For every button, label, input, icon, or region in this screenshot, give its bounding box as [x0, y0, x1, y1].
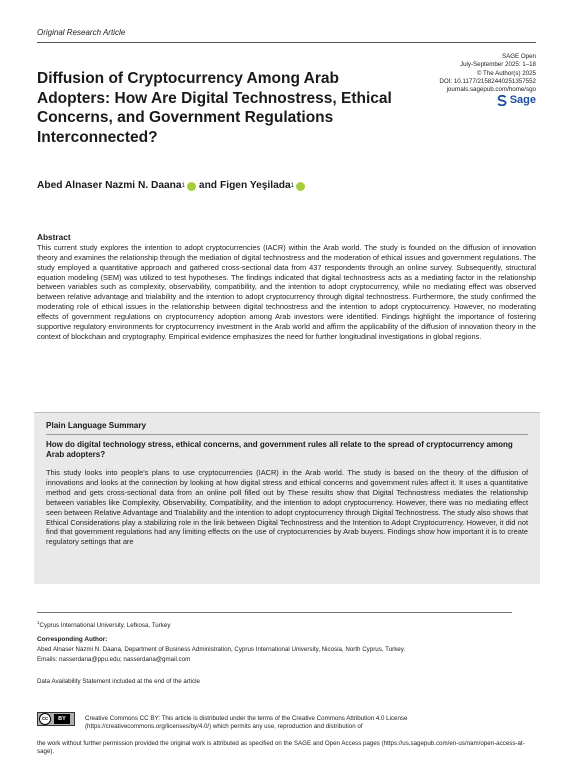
data-availability-note: Data Availability Statement included at the end of the article [37, 678, 200, 685]
summary-question: How do digital technology stress, ethical concerns, and government rules all relate to the spread of cryptocurrency among Arab adopters? [46, 440, 513, 459]
summary-body: This study looks into people's plans to use cryptocurrencies (IACR) in the Arab world. The study is based on the theory of the diffusion of innovations and looks at the connection by looking at how digital stress and ethical concerns and government rules affect it. It uses a quantitative method and gets cross-sectional data from an online poll filled out by These results show that Digital Technostress mediates the relationship between variables like Complexity, Observability, Compatibility, and the intention to adopt cryptocurrency. However, there was no mediating effect seen between Relative Advantage and Trialability and the intention to adopt cryptocurrency through Digital Technostress. The study also shows that Ethical Considerations play a stabilizing role in the link between Digital Technostress and the Intention to Adopt Cryptocurrency. However, it did not find that government regulations had any limiting effects on the use of cryptocurrencies by Arab buyers. Findings show how important it is to create regulatory settings that are [46, 468, 528, 547]
author-name[interactable]: Abed Alnaser Nazmi N. Daana [37, 180, 182, 191]
summary-divider [46, 434, 528, 435]
sage-logo [497, 94, 536, 106]
affiliation-marker: 1 [181, 182, 185, 189]
affiliation-text: Cyprus International University, Lefkosa, Turkey [39, 622, 171, 630]
journal-name: SAGE Open [501, 53, 536, 60]
article-title: Diffusion of Cryptocurrency Among Arab Adopters: How Are Digital Technostress, Ethical Concerns, and Government Regulations Interconnected? [37, 70, 392, 146]
license-text-continued: the work without further permission provided the original work is attributed as specified on the SAGE and Open Access pages (https://us.sagepub.com/en-us/nam/open-access-at-sage). [37, 740, 525, 756]
cc-icon: cc [39, 713, 51, 725]
journal-url[interactable]: journals.sagepub.com/home/sgo [446, 86, 536, 94]
abstract-heading: Abstract [37, 232, 71, 242]
affiliation-note [37, 620, 170, 629]
summary-heading: Plain Language Summary [46, 421, 147, 430]
journal-issue: July-September 2025: 1–18 [459, 61, 536, 69]
plain-language-summary [34, 412, 540, 584]
cc-by-license-icon[interactable] [37, 712, 75, 726]
abstract-body: This current study explores the intention to adopt cryptocurrencies (IACR) within the Arab world. The study is founded on the diffusion of innovation theory and examines the relationship through the mediation of digital technostress and the moderation of ethical issues and government regulations. The study employed a quantitative approach and gathered cross-sectional data from 437 respondents through an online survey. Subsequently, structural equation modeling (SEM) was utilized to test hypotheses. The findings indicated that digital technostress acts as a mediating factor in the relationship between variables such as complexity, observability, compatibility, and the intention to adopt cryptocurrency, while no mediating effect was observed between relative advantage and trialability and the intention to adopt cryptocurrency through digital technostress. Furthermore, the study confirmed the moderating role of ethical issues in the relationship between digital technostress and the intention to adopt cryptocurrency. However, no moderating effects of government regulations on cryptocurrency adoption among Arab investors were identified. Findings highlight the importance of fostering supportive regulatory environments for cryptocurrency investment in the Arab world and affirm the applicability of the diffusion of innovation theory in the context of blockchain and cryptography. Empirical evidence emphasizes the need for further longitudinal investigations in global regions. [37, 243, 536, 341]
corresponding-address: Abed Alnaser Nazmi N. Daana, Department of Business Administration, Cyprus International University, Nicosia, North Cyprus, Turkey. [37, 646, 406, 653]
author-name[interactable]: Figen Yeşilada [220, 180, 291, 191]
corresponding-heading: Corresponding Author: [37, 636, 108, 643]
affiliation-marker: 1 [37, 620, 40, 625]
orcid-icon[interactable] [187, 182, 196, 191]
author-line [37, 180, 308, 191]
corresponding-emails[interactable]: Emails: nasserdana@ppu.edu; nasserdana@gmail.com [37, 656, 191, 663]
orcid-icon[interactable] [296, 182, 305, 191]
journal-meta [396, 53, 536, 94]
sage-s-icon [497, 95, 507, 106]
copyright-line: © The Author(s) 2025 [476, 69, 536, 77]
by-icon: BY [54, 714, 70, 724]
header-divider [37, 42, 536, 43]
doi-line[interactable]: DOI: 10.1177/21582440251357552 [439, 77, 536, 85]
footnote-divider [37, 612, 512, 613]
author-connector: and [198, 180, 218, 191]
article-type-label: Original Research Article [37, 28, 126, 37]
affiliation-marker: 1 [290, 182, 294, 189]
sage-wordmark: Sage [509, 94, 536, 106]
license-text: Creative Commons CC BY: This article is distributed under the terms of the Creative Commons Attribution 4.0 License (https://creativecommons.org/licenses/by/4.0/) which permits any use, reproduction and distribution of [85, 715, 408, 731]
